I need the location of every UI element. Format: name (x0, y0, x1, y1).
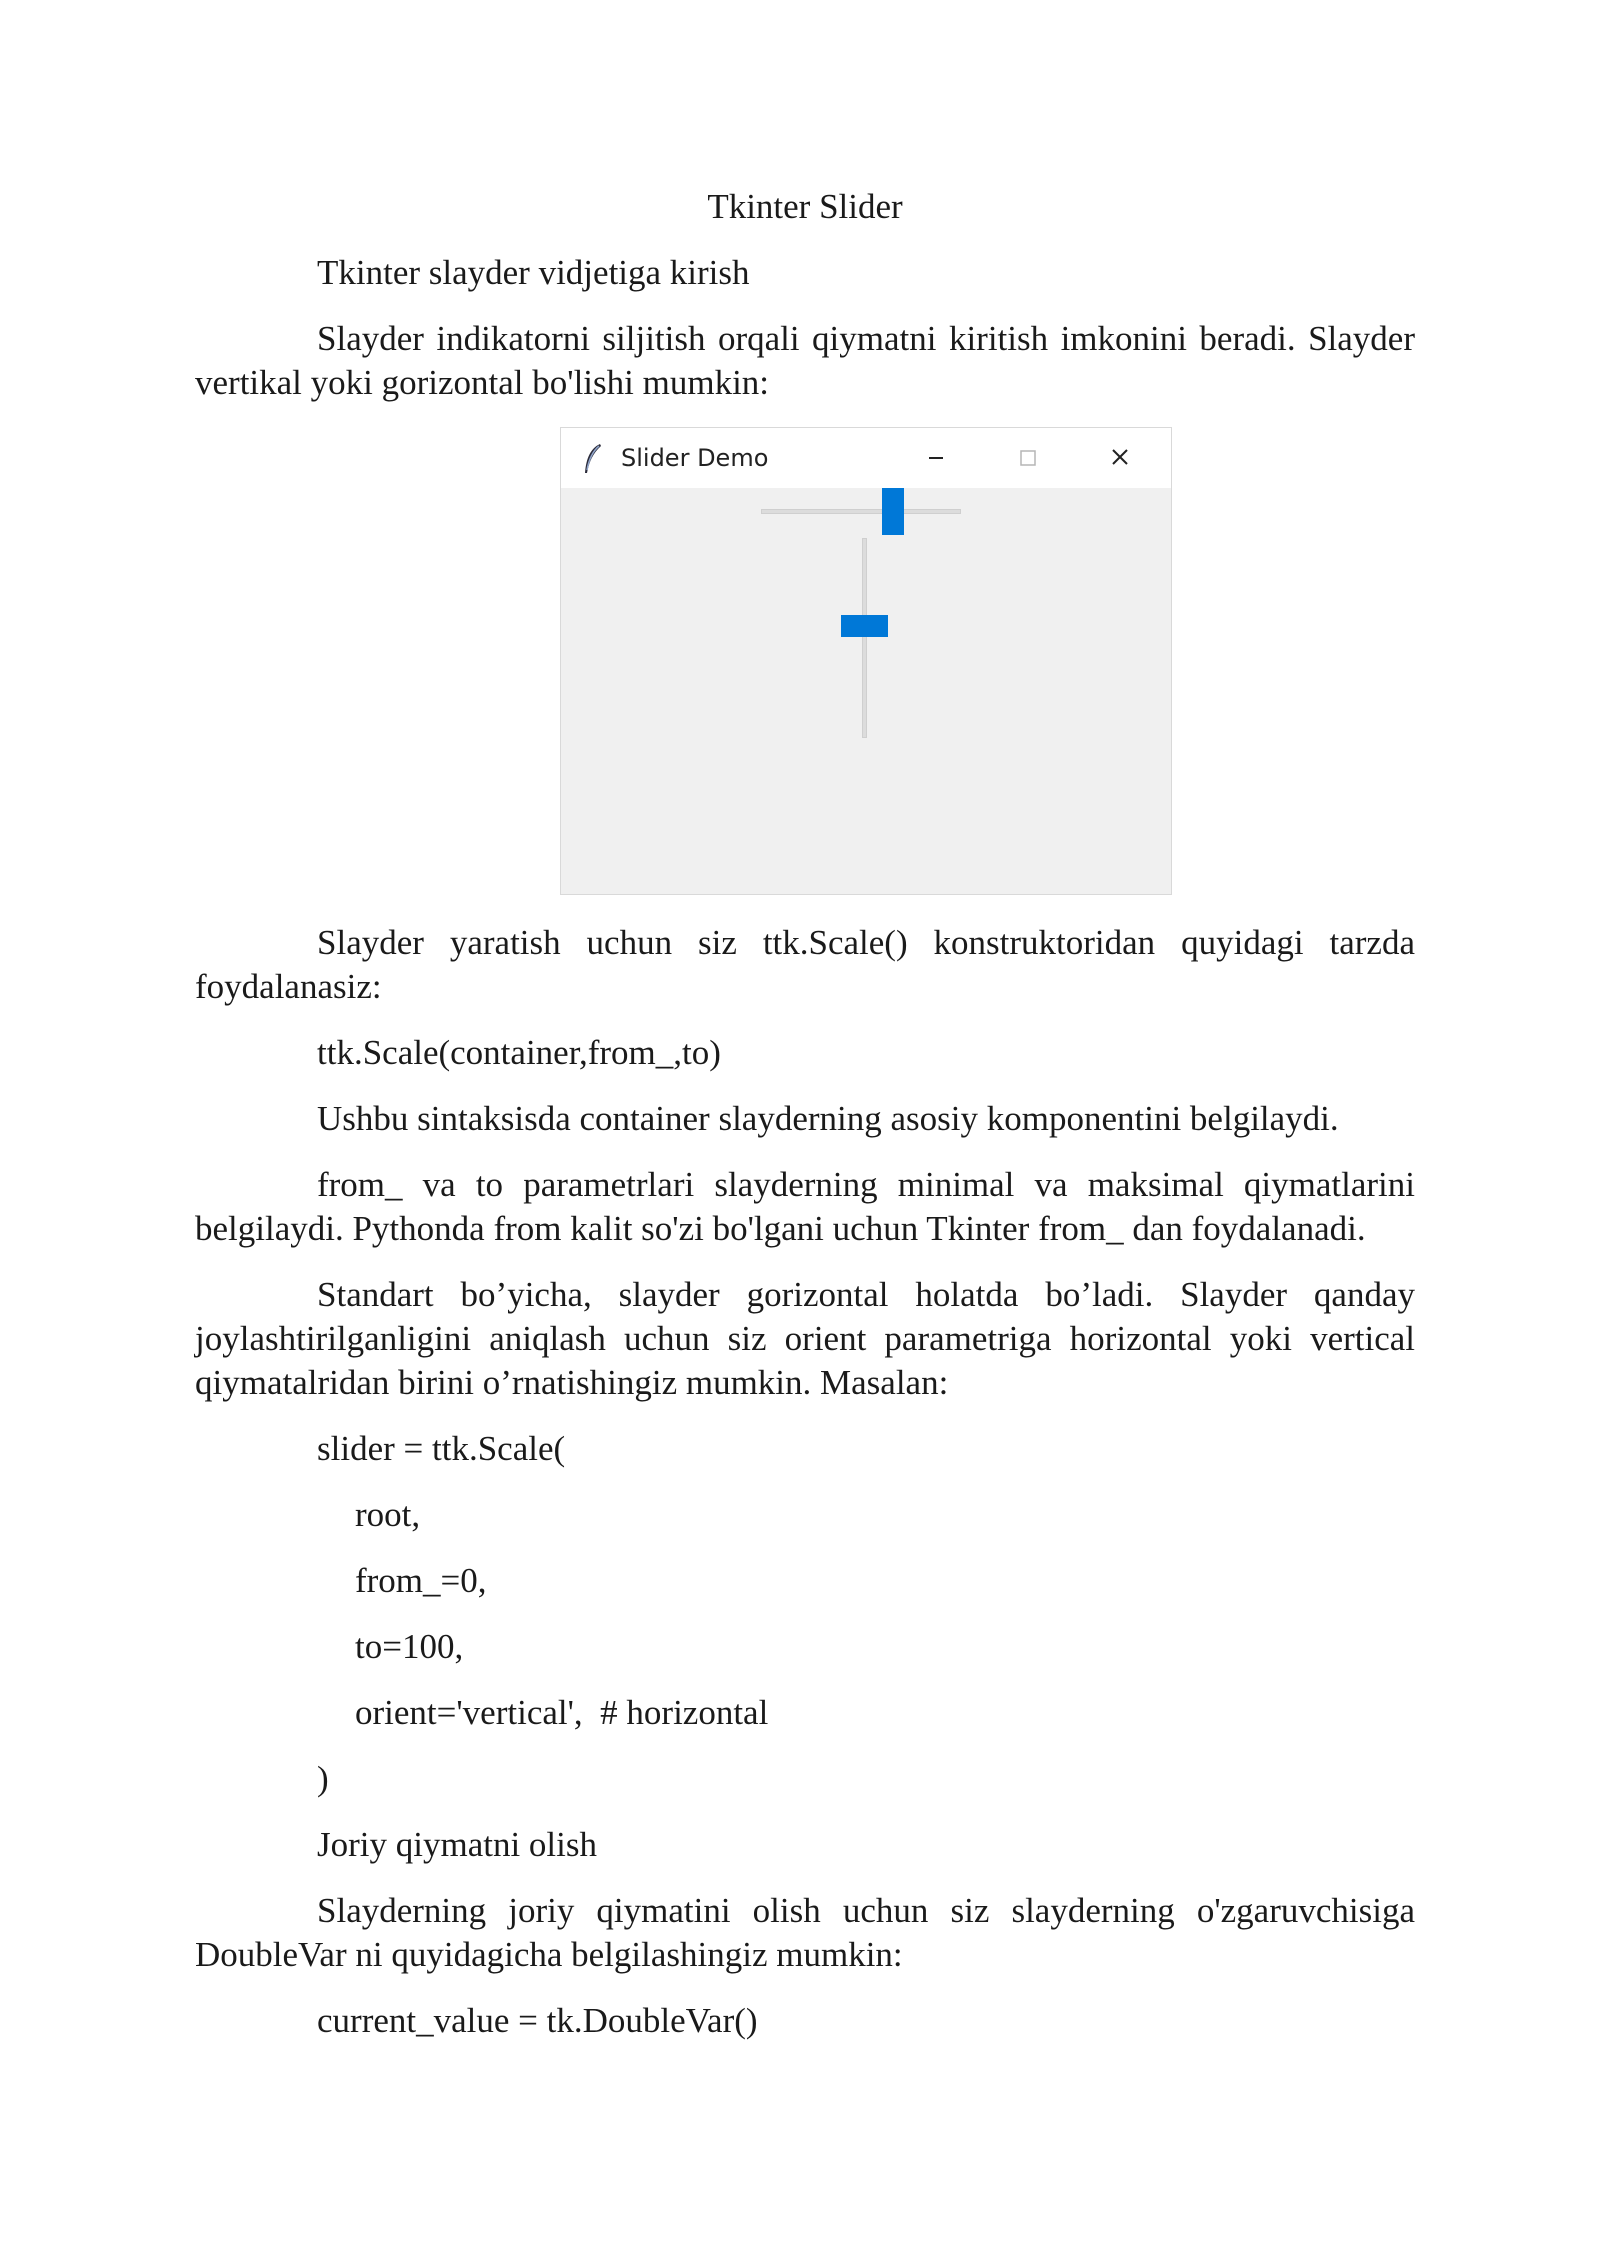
document-page (195, 185, 1415, 2065)
horizontal-slider-thumb[interactable] (882, 488, 904, 535)
code-line: orient='vertical', # horizontal (355, 1693, 769, 1732)
minimize-icon[interactable] (913, 438, 959, 478)
code-line: slider = ttk.Scale( (317, 1429, 566, 1468)
code-line: to=100, (355, 1627, 464, 1666)
tk-feather-icon (581, 442, 605, 476)
horizontal-slider-track[interactable] (761, 509, 961, 514)
close-icon[interactable] (1097, 438, 1143, 478)
window-titlebar[interactable] (561, 428, 1171, 488)
intro-paragraph: Slayder indikatorni siljitish orqali qiymatni kiritish imkonini beradi. Slayder vertikal yoki gorizontal bo'lishi mumkin: (195, 319, 1415, 402)
maximize-icon[interactable] (1005, 438, 1051, 478)
paragraph-orient: Standart bo’yicha, slayder gorizontal holatda bo’ladi. Slayder qanday joylashtirilganligini aniqlash uchun siz orient parametriga horizontal yoki vertical qiymatalridan birini o’rnatishingiz mumkin. Masalan: (195, 1275, 1415, 1402)
current-value-code: current_value = tk.DoubleVar() (317, 2001, 758, 2040)
code-line: ) (317, 1759, 329, 1798)
vertical-slider-track[interactable] (862, 538, 867, 738)
paragraph-create: Slayder yaratish uchun siz ttk.Scale() konstruktoridan quyidagi tarzda foydalanasiz: (195, 923, 1415, 1006)
window-title: Slider Demo (621, 444, 769, 472)
section-heading-current-value: Joriy qiymatni olish (317, 1825, 597, 1864)
vertical-slider-thumb[interactable] (841, 615, 888, 637)
document-title: Tkinter Slider (707, 187, 903, 226)
code-line: root, (355, 1495, 421, 1534)
slider-demo-figure (195, 427, 1415, 897)
code-line: from_=0, (355, 1561, 487, 1600)
syntax-line: ttk.Scale(container,from_,to) (317, 1033, 721, 1072)
paragraph-from-to: from_ va to parametrlari slayderning minimal va maksimal qiymatlarini belgilaydi. Pythonda from kalit so'zi bo'lgani uchun Tkinter from_ dan foydalanadi. (195, 1165, 1415, 1248)
section-heading-intro: Tkinter slayder vidjetiga kirish (317, 253, 750, 292)
slider-demo-window (560, 427, 1172, 895)
paragraph-current-value: Slayderning joriy qiymatini olish uchun siz slayderning o'zgaruvchisiga DoubleVar ni quyidagicha belgilashingiz mumkin: (195, 1891, 1415, 1974)
paragraph-container-desc: Ushbu sintaksisda container slayderning asosiy komponentini belgilaydi. (317, 1099, 1339, 1138)
